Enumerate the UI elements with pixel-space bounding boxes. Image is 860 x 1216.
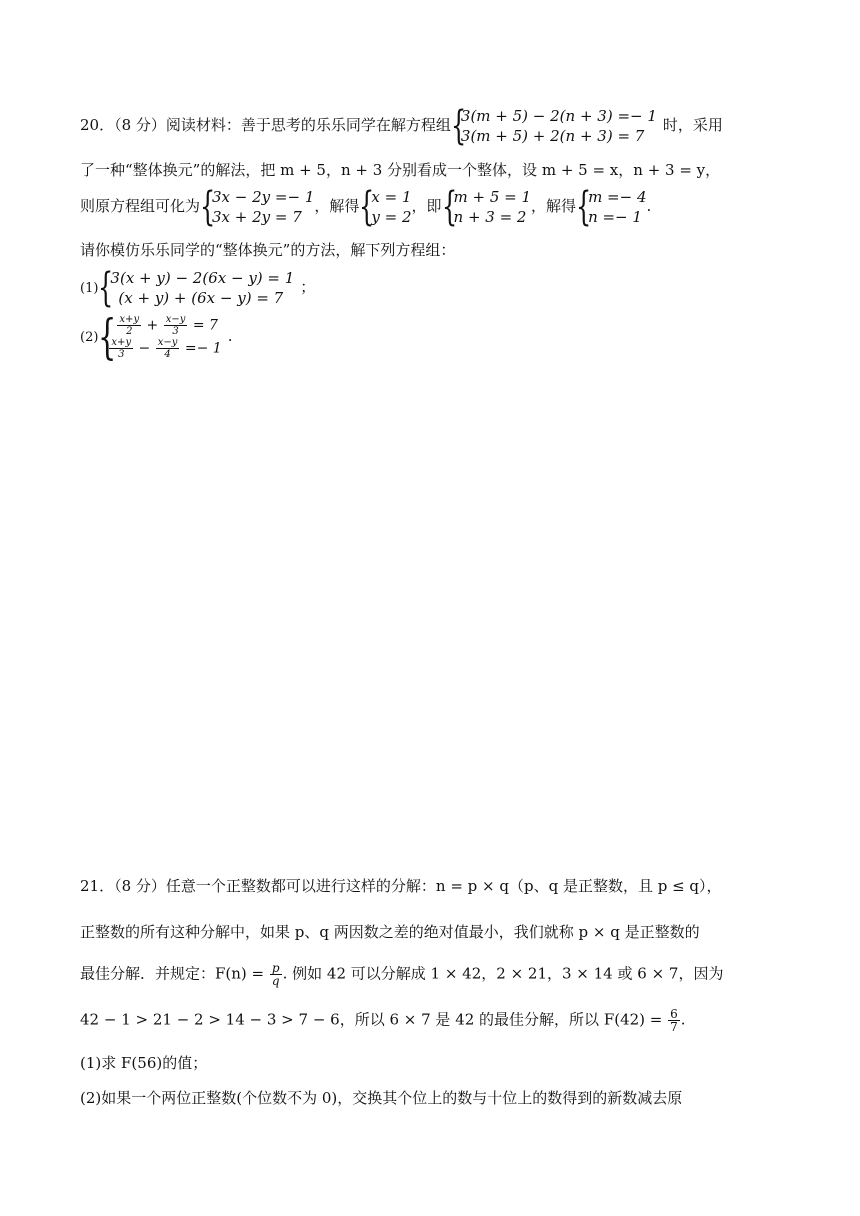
q21-part2: (2)如果一个两位正整数(个位数不为 0)，交换其个位上的数与十位上的数得到的新数减去原 (80, 1089, 683, 1107)
q20-solve-text-1: ，解得 (314, 197, 360, 215)
q20-part2-label: (2) (80, 330, 99, 345)
q20-line3-dot: . (646, 197, 652, 215)
q21-line3-suffix: . 例如 42 可以分解成 1 × 42，2 × 21，3 × 14 或 6 × 7，因为 (282, 964, 724, 983)
q20-system-mn-solution-row1: m =− 4 (588, 188, 647, 206)
q20-part2-system (98, 309, 222, 365)
fraction: $\frac{x-y}{3}$ (165, 314, 186, 337)
q20-system-original-row2: 3(m + 5) + 2(n + 3) = 7 (460, 127, 645, 145)
q21-line3-prefix: 最佳分解．并规定：F(n) = (80, 964, 265, 983)
q20-part1 (80, 265, 316, 311)
q20-solve-text-2: ，解得 (531, 197, 577, 215)
q20-part2 (80, 309, 233, 365)
q20-system-xy-solution-row2: y = 2 (371, 208, 412, 226)
q20-part1-label: (1) (80, 281, 99, 296)
q20-part1-system (98, 265, 295, 311)
q20-line4: 请你模仿乐乐同学的“整体换元”的方法，解下列方程组： (80, 241, 456, 259)
q20-system-substituted-row1: 3x − 2y =− 1 (212, 188, 315, 206)
fraction: $\frac{x-y}{4}$ (157, 337, 178, 360)
q20-system-mn-solution (576, 184, 647, 230)
q21-part1: (1)求 F(56)的值； (80, 1054, 208, 1072)
fraction: $\frac{x+y}{3}$ (111, 337, 132, 360)
brace-icon: { (200, 184, 216, 230)
q20-line2: 了一种“整体换元”的解法，把 m + 5，n + 3 分别看成一个整体，设 m + 5 = x，n + 3 = y， (80, 161, 721, 179)
q21-line4 (80, 1008, 686, 1033)
brace-icon: { (576, 184, 592, 230)
brace-icon: { (450, 103, 467, 149)
brace-icon: { (98, 265, 114, 311)
q20-system-original-row1: 3(m + 5) − 2(n + 3) =− 1 (460, 107, 657, 125)
q20-system-xy-solution-row1: x = 1 (371, 188, 412, 206)
q21-line4-prefix: 42 − 1 > 21 − 2 > 14 − 3 > 7 − 6，所以 6 × 7 是 42 的最佳分解，所以 F(42) = (80, 1010, 663, 1029)
fraction: $\frac{x+y}{2}$ (119, 314, 140, 337)
q21-line2: 正整数的所有这种分解中，如果 p、q 两因数之差的绝对值最小，我们就称 p × q 是正整数的 (80, 923, 700, 941)
q20-system-original (450, 103, 657, 149)
q20-system-substituted (200, 184, 315, 230)
fraction: $\frac{6}{7}$ (670, 1007, 678, 1034)
q20-system-xy-solution (359, 184, 412, 230)
q20-part1-end: ； (300, 278, 316, 296)
q21-line3 (80, 962, 723, 987)
q20-system-mn (441, 184, 532, 230)
q20-after-system: 时，采用 (662, 116, 723, 134)
q20-line1 (80, 103, 723, 149)
brace-icon: { (359, 184, 375, 230)
q20-system-mn-row1: m + 5 = 1 (453, 188, 532, 206)
q20-part1-row1: 3(x + y) − 2(6x − y) = 1 (110, 269, 295, 287)
q20-part2-end: . (227, 327, 233, 345)
q20-intro: 20．（8 分）阅读材料：善于思考的乐乐同学在解方程组 (80, 116, 451, 134)
brace-icon: { (441, 184, 457, 230)
q20-part2-row2: $\frac{x+y}{3}$ − $\frac{x-y}{4}$ =− 1 (111, 337, 222, 360)
q20-ji-text: ，即 (411, 197, 442, 215)
q20-part2-row1: $\frac{x+y}{2}$ + $\frac{x-y}{3}$ = 7 (119, 314, 218, 337)
fraction: $\frac{p}{q}$ (271, 961, 280, 988)
q20-system-substituted-row2: 3x + 2y = 7 (212, 208, 302, 226)
q21-line1: 21．（8 分）任意一个正整数都可以进行这样的分解：n = p × q（p、q 是正整数，且 p ≤ q）， (80, 877, 722, 895)
q20-line3 (80, 184, 652, 230)
q20-system-mn-solution-row2: n =− 1 (588, 208, 642, 226)
q20-part1-row2: (x + y) + (6x − y) = 7 (118, 289, 284, 307)
q20-system-mn-row2: n + 3 = 2 (453, 208, 527, 226)
brace-icon: { (98, 309, 117, 365)
q20-line3-prefix: 则原方程组可化为 (80, 197, 201, 215)
q21-line4-suffix: . (680, 1010, 686, 1029)
